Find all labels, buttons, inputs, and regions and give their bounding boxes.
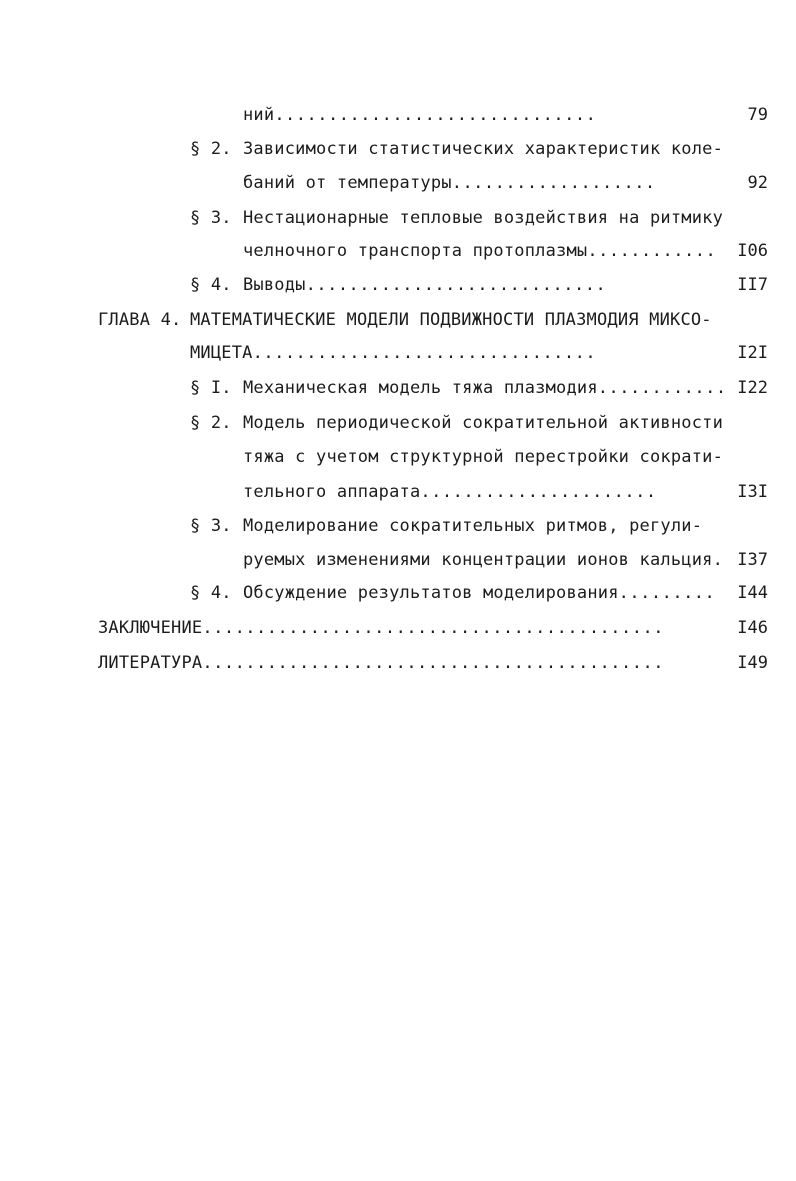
toc-leader-dots: ........................................... (202, 653, 664, 673)
toc-leader-dots: ............ (587, 241, 717, 261)
toc-row (243, 270, 606, 300)
toc-row (243, 236, 716, 266)
toc-page-number: II7 (737, 275, 768, 295)
toc-row (243, 100, 596, 130)
toc-row (190, 338, 596, 368)
toc-row (243, 168, 656, 198)
toc-title: тельного аппарата (243, 482, 421, 502)
toc-page-number: 79 (747, 105, 768, 125)
toc-title: руемых изменениями концентрации ионов кальция. (243, 550, 724, 570)
toc-title: Моделирование сократительных ритмов, регули- (243, 516, 703, 536)
toc-section-number: § 3. (190, 516, 232, 536)
toc-section-number: § 4. (190, 275, 232, 295)
toc-row (190, 511, 232, 541)
toc-chapter-heading (98, 305, 181, 335)
toc-row (190, 578, 232, 608)
toc-section-number: § 2. (190, 139, 232, 159)
toc-page-number: I49 (737, 653, 768, 673)
toc-page-number: I2I (737, 343, 768, 363)
toc-chapter-title: МАТЕМАТИЧЕСКИЕ МОДЕЛИ ПОДВИЖНОСТИ ПЛАЗМОДИЯ МИКСО- (190, 310, 712, 330)
toc-row (190, 203, 232, 233)
toc-section-number: § I. (190, 378, 232, 398)
toc-page-number: I44 (737, 583, 768, 603)
toc-leader-dots: ......... (618, 583, 716, 603)
toc-page-number: I06 (737, 241, 768, 261)
toc-title: Механическая модель тяжа плазмодия (243, 378, 598, 398)
toc-section-number: § 3. (190, 208, 232, 228)
toc-row (243, 477, 657, 507)
toc-title: ний (243, 105, 275, 125)
toc-row (190, 408, 232, 438)
toc-title: тяжа с учетом структурной перестройки сократи- (243, 447, 724, 467)
toc-title: Обсуждение результатов моделирования (243, 583, 619, 603)
toc-row (243, 373, 727, 403)
toc-leader-dots: .............................. (274, 105, 597, 125)
toc-section-number: § 2. (190, 413, 232, 433)
toc-leader-dots: ................... (451, 173, 656, 193)
toc-row (98, 648, 664, 678)
toc-row (190, 134, 232, 164)
toc-title: Модель периодической сократительной активности (243, 413, 724, 433)
toc-page-number: I22 (737, 378, 768, 398)
toc-chapter-number: ГЛАВА 4. (98, 310, 182, 330)
toc-row (190, 373, 232, 403)
toc-page-number: I46 (737, 618, 768, 638)
toc-leader-dots: ............................ (305, 275, 607, 295)
toc-row (243, 511, 702, 541)
toc-leader-dots: ...................... (420, 482, 657, 502)
toc-title: баний от температуры (243, 173, 452, 193)
toc-title: челночного транспорта протоплазмы (243, 241, 588, 261)
toc-leader-dots: ........................................... (202, 618, 664, 638)
toc-leader-dots: ................................ (252, 343, 597, 363)
toc-row (98, 613, 664, 643)
toc-row (243, 442, 723, 472)
toc-title: Зависимости статистических характеристик коле- (243, 139, 724, 159)
toc-leader-dots: ............ (597, 378, 727, 398)
toc-title: Выводы (243, 275, 306, 295)
toc-title: Нестационарные тепловые воздействия на ритмику (243, 208, 724, 228)
toc-row (190, 305, 712, 335)
toc-title: ЛИТЕРАТУРА (98, 653, 203, 673)
toc-page-number: I3I (737, 482, 768, 502)
toc-row (243, 545, 723, 575)
toc-row (190, 270, 232, 300)
toc-section-number: § 4. (190, 583, 232, 603)
toc-page-number: 92 (747, 173, 768, 193)
toc-row (243, 408, 723, 438)
toc-page-number: I37 (737, 550, 768, 570)
toc-row (243, 134, 723, 164)
toc-title: ЗАКЛЮЧЕНИЕ (98, 618, 203, 638)
toc-row (243, 203, 723, 233)
toc-row (243, 578, 715, 608)
toc-chapter-title: МИЦЕТА (190, 343, 253, 363)
